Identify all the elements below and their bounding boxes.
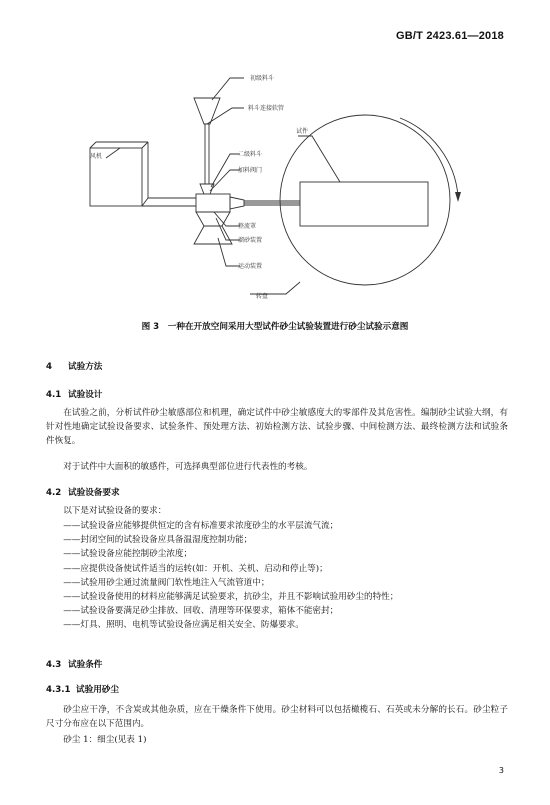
section-title: 试验方法	[68, 362, 103, 372]
paragraph-4-3-1-a: 砂尘应干净，不含炭或其他杂质，应在干燥条件下使用。砂尘材料可以包括橄榄石、石英或未分解的长石。砂尘粒子尺寸分布应在以下范围内。	[46, 705, 508, 729]
label-feed-valve: 加料阀门	[238, 167, 263, 174]
list-item: ——应提供设备使试件适当的运转(如：开机、关机、启动和停止等)；	[63, 563, 328, 574]
figure-caption: 图 3 一种在开放空间采用大型试件砂尘试验装置进行砂尘试验示意图	[141, 322, 409, 332]
sand-device	[196, 212, 230, 226]
section-heading-4-2	[46, 486, 120, 498]
primary-hopper	[194, 98, 220, 124]
label-fan: 风机	[90, 153, 103, 160]
requirements-list	[46, 519, 508, 633]
standard-code: GB/T 2423.61—2018	[396, 30, 504, 42]
section-number: 4.1	[46, 390, 62, 400]
paragraph-4-2-intro: 以下是对试验设备的要求：	[63, 506, 167, 516]
list-item: ——试验用砂尘通过流量阀门软性地注入气流管道中；	[63, 577, 270, 588]
label-hopper-hose: 料斗连接软管	[248, 105, 285, 112]
section-number: 4.3	[46, 660, 62, 670]
page-number: 3	[498, 766, 504, 775]
rectifier	[196, 194, 230, 212]
section-title: 试验用砂尘	[76, 685, 119, 695]
test-setup-diagram	[0, 0, 550, 320]
list-item: ——灯具、照明、电机等试验设备应满足相关安全、防爆要求。	[63, 620, 304, 631]
section-number: 4.2	[46, 488, 62, 498]
list-item: ——试验设备应能控制砂尘浓度；	[63, 549, 193, 560]
label-secondary-hopper: 二级料斗	[238, 151, 263, 158]
label-sand-device: 溜砂装置	[238, 237, 263, 244]
section-heading-4-3-1	[46, 683, 119, 695]
section-heading-4-1	[46, 388, 102, 400]
label-specimen: 试件	[296, 128, 309, 135]
paragraph-4-1-a: 在试验之前，分析试件砂尘敏感部位和机理，确定试件中砂尘敏感度大的零部件及其危害性。编制砂尘试验大纲，有针对性地确定试验设备要求、试验条件、预处理方法、初始检测方法、试验步骤、中间检测方法、最终检测方法和试验条件恢复。	[46, 408, 508, 446]
motion-device	[194, 226, 232, 244]
section-title: 试验设计	[68, 390, 103, 400]
label-motion-device: 运动装置	[238, 263, 263, 270]
list-item: ——试验设备要满足砂尘排放、回收、清理等环保要求，箱体不能密封；	[63, 606, 339, 617]
list-item: ——试验设备应能够提供恒定的含有标准要求浓度砂尘的水平层流气流；	[63, 521, 339, 531]
paragraph-4-3-1-b: 砂尘 1：细尘(见表 1)	[63, 735, 147, 745]
section-heading-4-3	[46, 658, 102, 670]
label-turntable: 转盘	[256, 293, 269, 300]
section-heading-4	[46, 360, 102, 372]
section-title: 试验设备要求	[68, 488, 120, 498]
list-item: ——封闭空间的试验设备应具备温湿度控制功能；	[63, 535, 253, 546]
paragraph-4-1-b: 对于试件中大面积的敏感件，可选择典型部位进行代表性的考核。	[63, 462, 313, 472]
section-number: 4	[46, 362, 52, 372]
specimen-box	[300, 182, 428, 226]
label-primary-hopper: 初级料斗	[250, 75, 275, 82]
section-title: 试验条件	[68, 660, 103, 670]
label-rectifier: 整流罩	[238, 223, 257, 230]
section-number: 4.3.1	[46, 685, 71, 695]
list-item: ——试验设备使用的材料应能够满足试验要求，抗砂尘，并且不影响试验用砂尘的特性；	[63, 592, 399, 603]
